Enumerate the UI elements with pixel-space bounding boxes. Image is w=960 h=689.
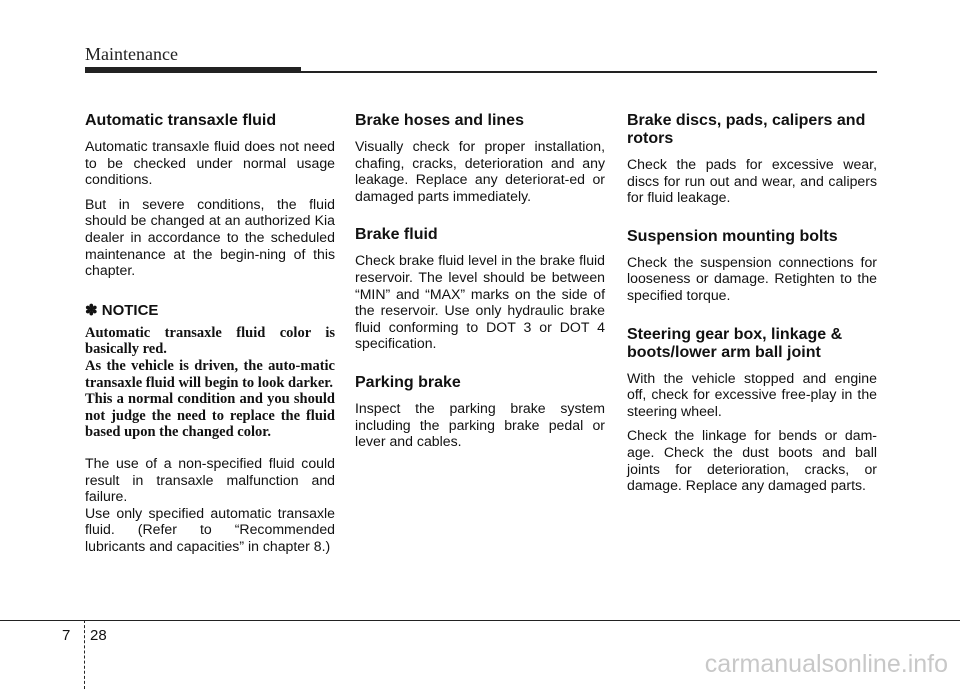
paragraph: Visually check for proper installation, chafing, cracks, deterioration and any leakage. Replace any deteriorat-ed or damaged parts immediately. <box>355 138 605 204</box>
header-rule-thin <box>301 71 877 73</box>
paragraph: Check the pads for excessive wear, discs for run out and wear, and calipers for fluid leakage. <box>627 156 877 206</box>
paragraph: Check the suspension connections for looseness or damage. Retighten to the specified torque. <box>627 253 877 303</box>
column-left <box>85 112 335 562</box>
section-heading-brake-fluid: Brake fluid <box>355 226 438 244</box>
paragraph: Check the linkage for bends or dam-age. Check the dust boots and ball joints for deterioration, cracks, or damage. Replace any damaged parts. <box>627 427 877 494</box>
watermark: carmanualsonline.info <box>704 650 948 678</box>
header-rule-thick <box>85 67 301 73</box>
footer-chapter-number: 7 <box>62 627 71 644</box>
section-heading-brake-hoses: Brake hoses and lines <box>355 112 524 129</box>
section-heading-steering: Steering gear box, linkage & boots/lower arm ball joint <box>627 325 843 361</box>
paragraph: With the vehicle stopped and engine off, check for excessive free-play in the steering wheel. <box>627 369 877 419</box>
column-middle <box>355 112 605 458</box>
footer-rule <box>0 620 960 621</box>
footer-divider <box>84 620 85 689</box>
section-heading-brake-discs: Brake discs, pads, calipers and rotors <box>627 112 866 147</box>
paragraph: The use of a non-specified fluid could result in transaxle malfunction and failure. Use only specified automatic transaxle fluid. (Refer to “Recommended lubricants and capacities” in chapter 8.) <box>85 454 335 554</box>
paragraph: Check brake fluid level in the brake fluid reservoir. The level should be between “MIN” and “MAX” marks on the side of the reservoir. Use only hydraulic brake fluid conforming to DOT 3 or DOT 4 specification. <box>355 252 605 352</box>
paragraph: But in severe conditions, the fluid should be changed at an authorized Kia dealer in accordance to the scheduled maintenance at the begin-ning of this chapter. <box>85 195 335 279</box>
header-title: Maintenance <box>85 44 178 64</box>
notice-body: Automatic transaxle fluid color is basically red. As the vehicle is driven, the auto-matic transaxle fluid will begin to look darker. This a normal condition and you should not judge the need to replace the fluid based upon the changed color. <box>85 324 335 441</box>
section-heading-suspension: Suspension mounting bolts <box>627 227 838 245</box>
section-heading-transaxle-fluid: Automatic transaxle fluid <box>85 112 277 129</box>
section-heading-parking-brake: Parking brake <box>355 373 461 391</box>
column-right <box>627 112 877 502</box>
footer-page-number: 28 <box>90 627 107 644</box>
paragraph: Inspect the parking brake system including the parking brake pedal or lever and cables. <box>355 399 605 450</box>
paragraph: Automatic transaxle fluid does not need to be checked under normal usage conditions. <box>85 138 335 188</box>
notice-heading: ✽ NOTICE <box>85 301 159 319</box>
